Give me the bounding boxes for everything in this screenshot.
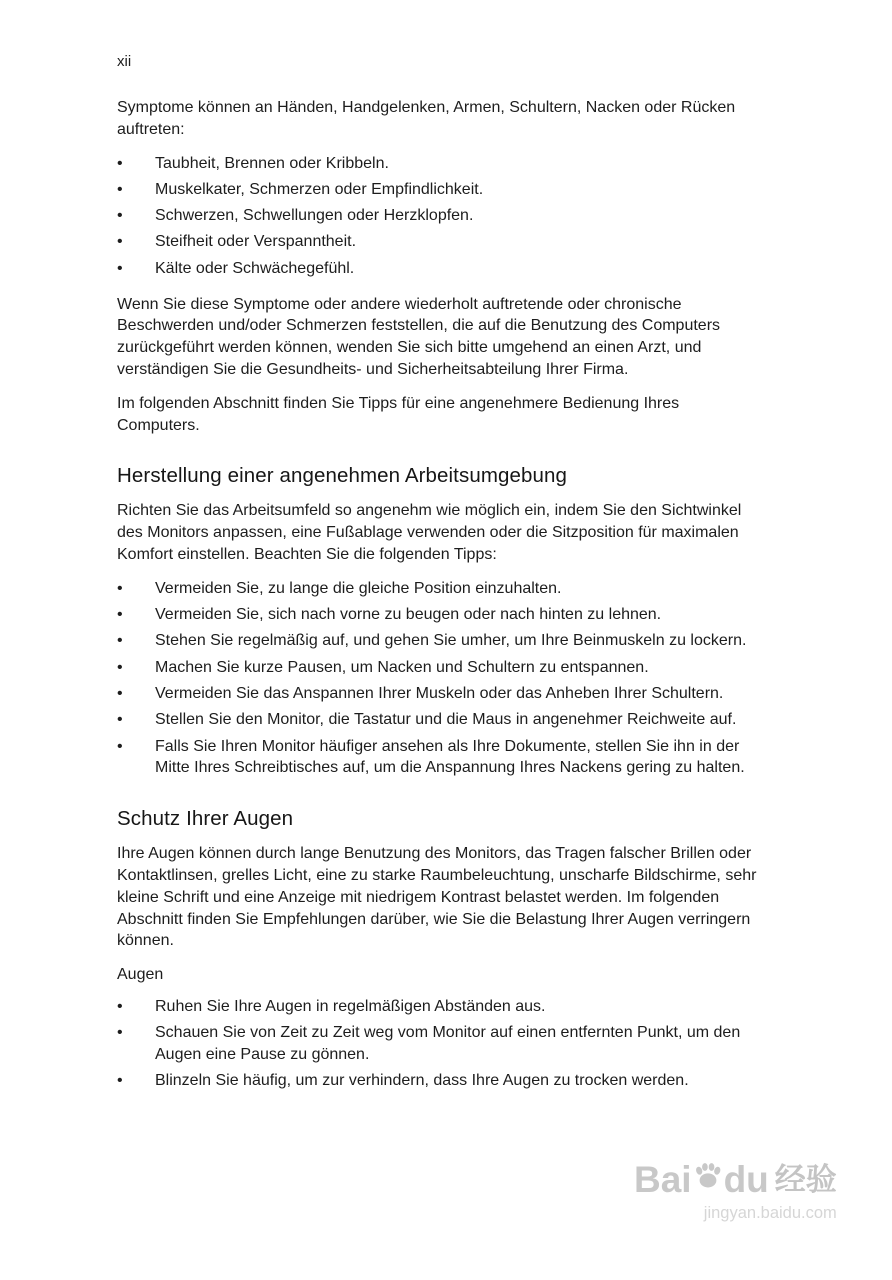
bullet-icon [117, 736, 155, 780]
list-item-text: Vermeiden Sie das Anspannen Ihrer Muskeln oder das Anheben Ihrer Schultern. [155, 684, 724, 702]
bullet-icon [117, 996, 155, 1018]
watermark-url: jingyan.baidu.com [703, 1204, 837, 1222]
list-item-text: Schauen Sie von Zeit zu Zeit weg vom Monitor auf einen entfernten Punkt, um den Augen eine Pause zu gönnen. [155, 1024, 741, 1063]
bullet-icon [117, 604, 155, 626]
page-number: xii [117, 53, 132, 70]
baidu-logo [634, 1160, 837, 1200]
bullet-icon [117, 1070, 155, 1092]
list-item [117, 709, 759, 731]
list-item-text: Stellen Sie den Monitor, die Tastatur und die Maus in angenehmer Reichweite auf. [155, 711, 737, 729]
list-item-text: Machen Sie kurze Pausen, um Nacken und Schultern zu entspannen. [155, 658, 649, 676]
list-item [117, 179, 759, 201]
paragraph-eyes-intro: Ihre Augen können durch lange Benutzung des Monitors, das Tragen falscher Brillen oder Kontaktlinsen, grelles Licht, eine zu starke Raumbeleuchtung, unscharfe Bildschirme, sehr kleine Schrift und eine Anzeige mit niedrigem Kontrast belastet werden. Im folgenden Abschnitt finden Sie Empfehlungen darüber, wie Sie die Belastung Ihrer Augen verringern können. [117, 845, 757, 950]
bullet-icon [117, 179, 155, 201]
list-item [117, 578, 759, 600]
bullet-icon [117, 578, 155, 600]
paragraph-workspace-intro: Richten Sie das Arbeitsumfeld so angenehm wie möglich ein, indem Sie den Sichtwinkel des Monitors anpassen, eine Fußablage verwenden oder die Sitzposition für maximalen Komfort einstellen. Beachten Sie die folgenden Tipps: [117, 502, 742, 563]
paragraph-tips-intro: Im folgenden Abschnitt finden Sie Tipps für eine angenehmere Bedienung Ihres Computers. [117, 394, 680, 434]
baidu-logo-text-right: du [723, 1159, 769, 1200]
list-item-text: Taubheit, Brennen oder Kribbeln. [155, 154, 389, 172]
sub-label-augen: Augen [117, 966, 164, 984]
bullet-icon [117, 709, 155, 731]
list-item [117, 1022, 759, 1066]
list-item [117, 258, 759, 280]
bullet-icon [117, 683, 155, 705]
list-item [117, 996, 759, 1018]
list-item-text: Muskelkater, Schmerzen oder Empfindlichkeit. [155, 180, 484, 198]
eye-tips-list [117, 996, 759, 1092]
list-item [117, 153, 759, 175]
list-item-text: Kälte oder Schwächegefühl. [155, 259, 355, 277]
bullet-icon [117, 205, 155, 227]
section-title-eyes: Schutz Ihrer Augen [117, 807, 294, 831]
paragraph-medical-advice: Wenn Sie diese Symptome oder andere wiederholt auftretende oder chronische Beschwerden und/oder Schmerzen feststellen, die auf die Benutzung des Computers zurückgeführt werden können, wenden Sie sich bitte umgehend an einen Arzt, und verständigen Sie die Gesundheits- und Sicherheitsabteilung Ihrer Firma. [117, 295, 721, 378]
list-item [117, 231, 759, 253]
list-item-text: Falls Sie Ihren Monitor häufiger ansehen als Ihre Dokumente, stellen Sie ihn in der Mitte Ihres Schreibtisches auf, um die Anspannung Ihres Nackens gering zu halten. [155, 737, 745, 777]
list-item-text: Vermeiden Sie, zu lange die gleiche Position einzuhalten. [155, 579, 562, 597]
list-item-text: Ruhen Sie Ihre Augen in regelmäßigen Abständen aus. [155, 997, 546, 1015]
list-item [117, 604, 759, 626]
list-item [117, 1070, 759, 1092]
bullet-icon [117, 258, 155, 280]
page-content [117, 52, 759, 1106]
list-item [117, 630, 759, 652]
list-item [117, 736, 759, 780]
list-item-text: Schwerzen, Schwellungen oder Herzklopfen. [155, 207, 474, 225]
baidu-jingyan-cn-text: 经验 [774, 1162, 837, 1197]
baidu-watermark [634, 1160, 837, 1223]
bullet-icon [117, 657, 155, 679]
list-item-text: Steifheit oder Verspanntheit. [155, 233, 357, 251]
list-item [117, 683, 759, 705]
list-item-text: Stehen Sie regelmäßig auf, und gehen Sie umher, um Ihre Beinmuskeln zu lockern. [155, 632, 747, 650]
paw-icon [693, 1162, 723, 1190]
bullet-icon [117, 1022, 155, 1066]
symptom-list [117, 153, 759, 280]
paragraph-intro: Symptome können an Händen, Handgelenken, Armen, Schultern, Nacken oder Rücken auftreten: [117, 99, 736, 138]
bullet-icon [117, 153, 155, 175]
list-item [117, 657, 759, 679]
bullet-icon [117, 630, 155, 652]
section-title-workspace: Herstellung einer angenehmen Arbeitsumgebung [117, 464, 568, 488]
bullet-icon [117, 231, 155, 253]
list-item [117, 205, 759, 227]
baidu-logo-text-left: Bai [634, 1159, 692, 1200]
list-item-text: Vermeiden Sie, sich nach vorne zu beugen oder nach hinten zu lehnen. [155, 606, 662, 624]
list-item-text: Blinzeln Sie häufig, um zur verhindern, dass Ihre Augen zu trocken werden. [155, 1072, 689, 1090]
workspace-tips-list [117, 578, 759, 779]
